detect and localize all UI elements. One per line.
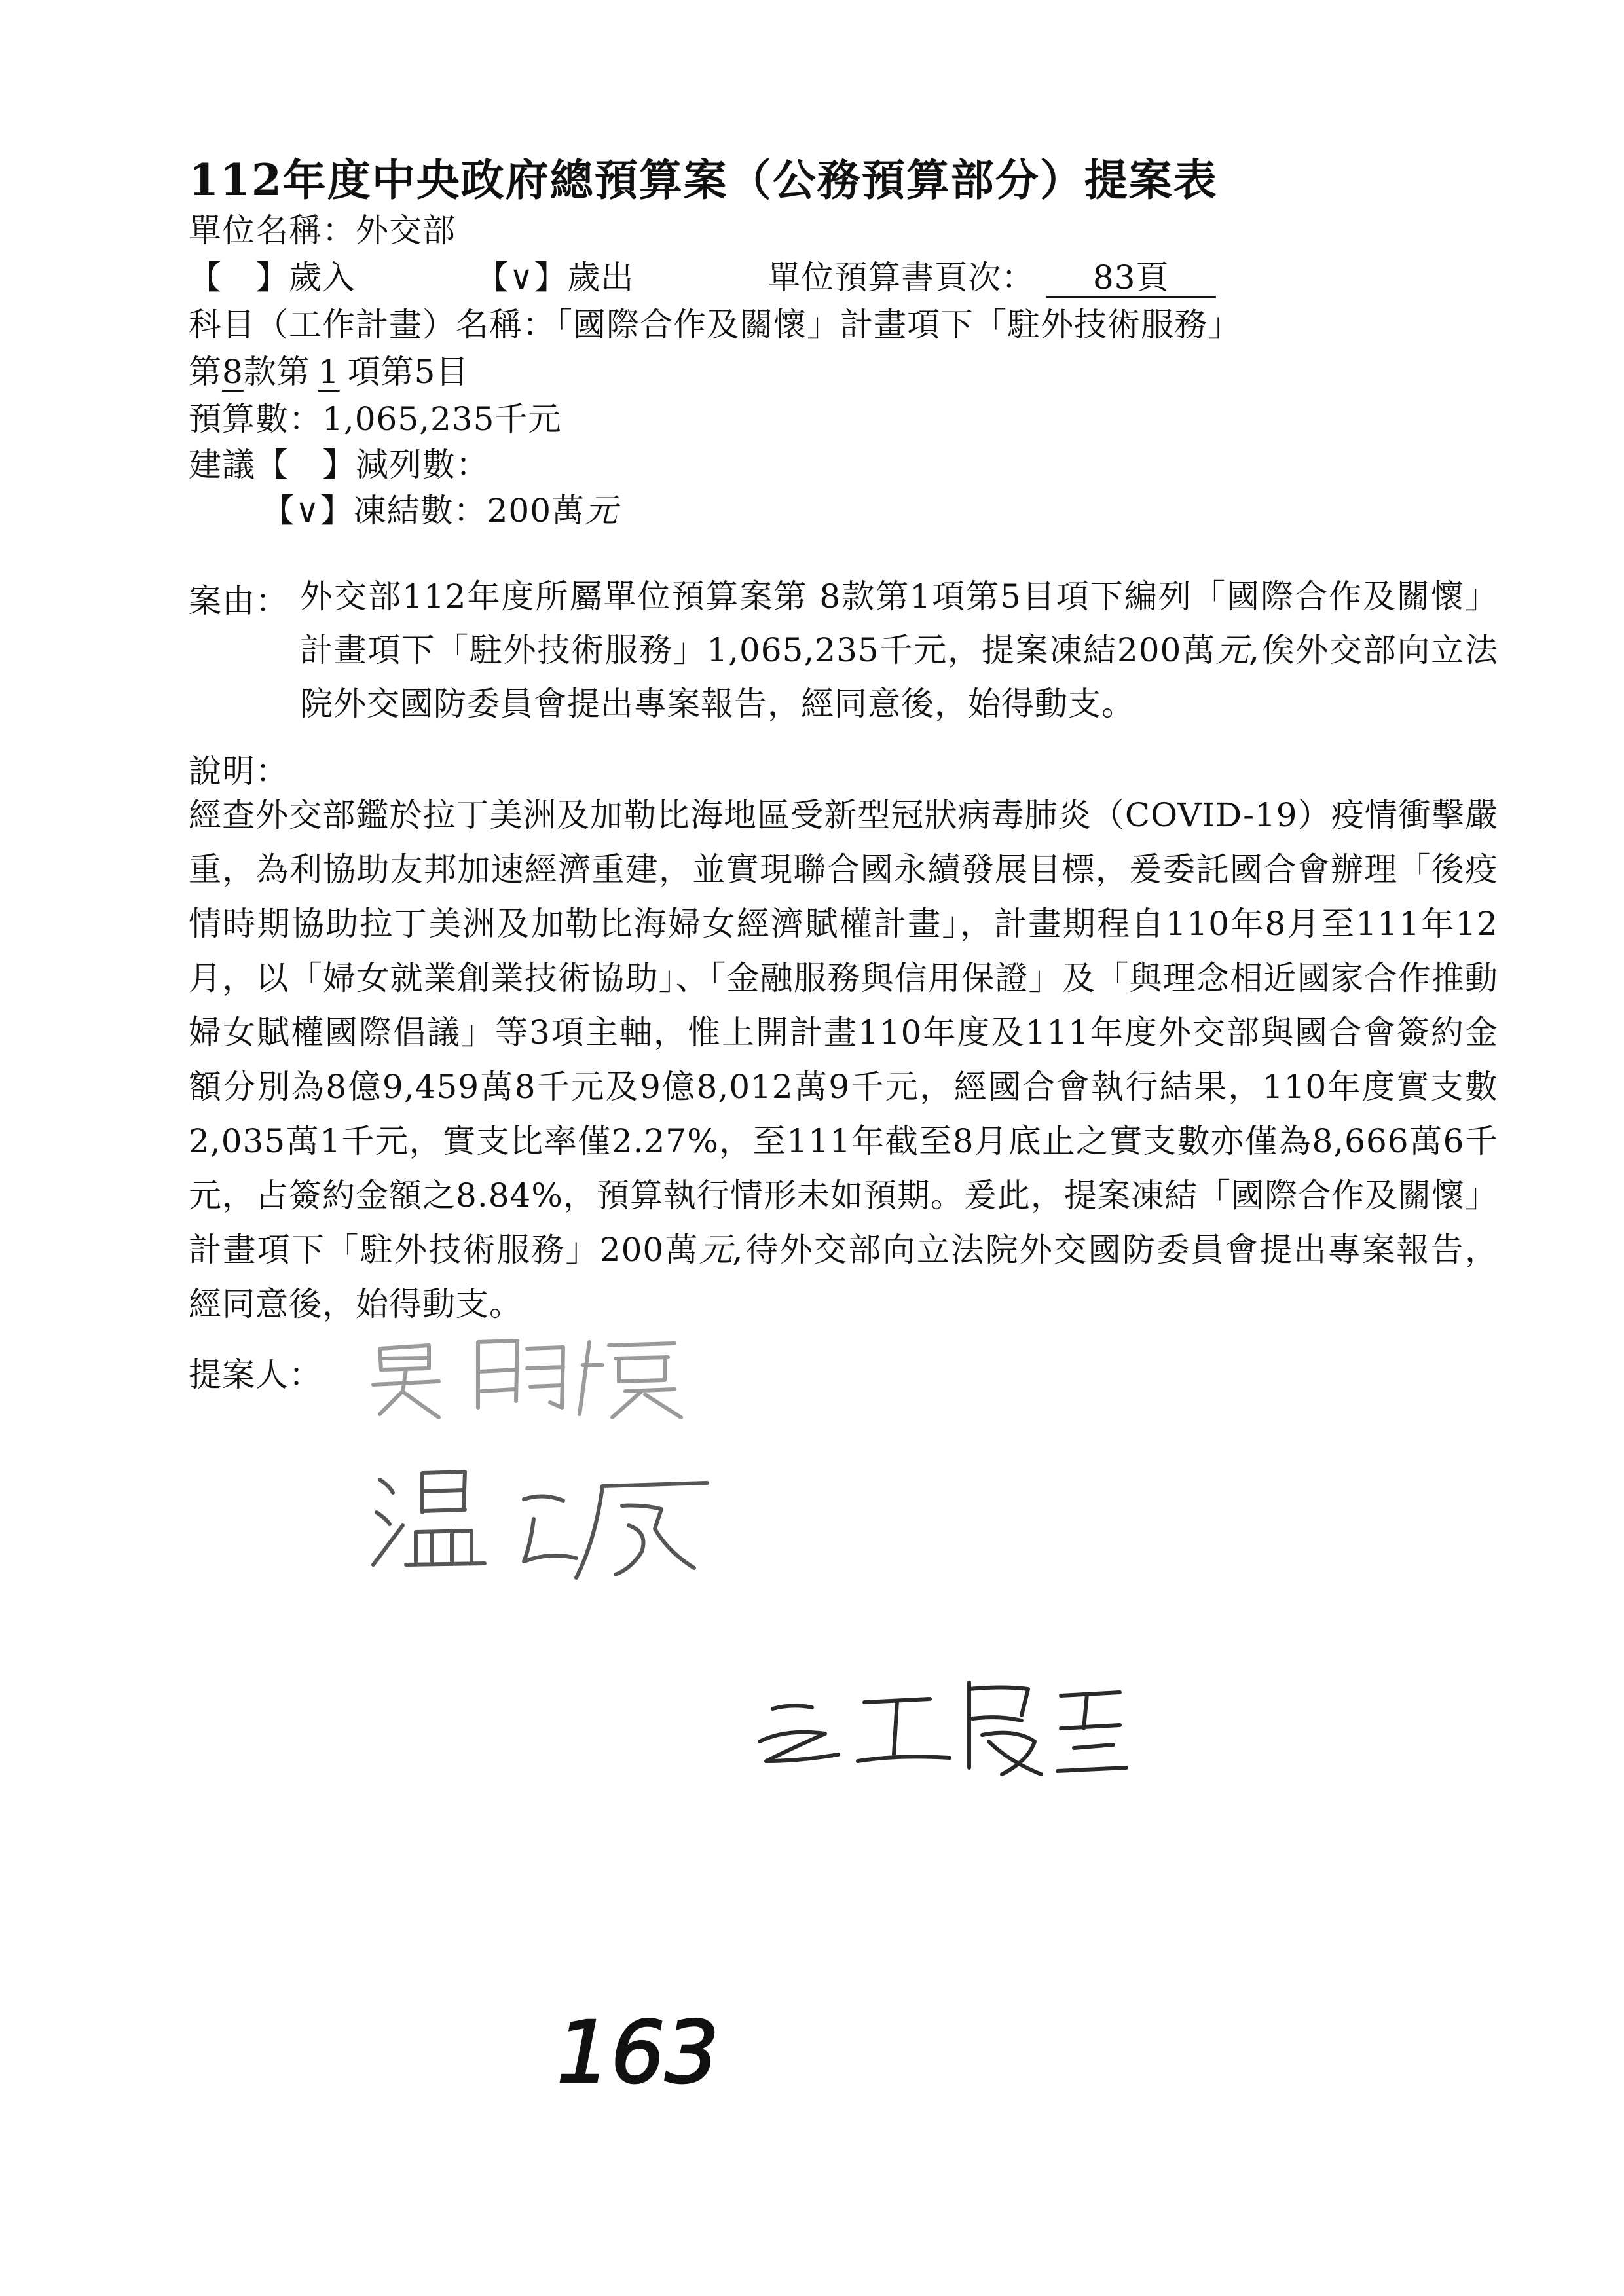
item-line	[189, 346, 469, 393]
item-mid2: 項第5目	[347, 353, 470, 391]
explain-label: 說明：	[189, 752, 289, 790]
revenue-checkbox: 【 】歲入	[189, 259, 356, 297]
explain-text	[189, 788, 1498, 1332]
proposer-label: 提案人：	[189, 1356, 322, 1394]
document-title: 112年度中央政府總預算案（公務預算部分）提案表	[189, 155, 1218, 206]
reason-text-main: 外交部112年度所屬單位預算案第 8款第1項第5目項下編列「國際合作及關懷」計畫項下「駐外技術服務」1,065,235千元，提案凍結200萬	[300, 577, 1498, 669]
item-kuan: 8	[222, 353, 244, 391]
reason-text-tail: 俟外交部向立法院外交國防委員會提出專案報告，經同意後，始得動支。	[300, 631, 1498, 723]
unit-name: 單位名稱：外交部	[189, 211, 456, 249]
svg-text:163: 163	[557, 2003, 720, 2102]
budget-amount: 預算數：1,065,235千元	[189, 400, 562, 438]
handwritten-yuan: 元,	[699, 1231, 745, 1269]
handwritten-page-number	[544, 2003, 740, 2102]
revenue-expenditure-row	[189, 251, 1216, 299]
suggest-reduce: 建議【 】減列數：	[189, 446, 489, 484]
explain-text-tail: 待外交部向立法院外交國防委員會提出專案報告，經同意後，始得動支。	[189, 1231, 1499, 1323]
handwritten-yuan: 元	[585, 492, 619, 530]
expenditure-checkbox: 【∨】歲出	[475, 259, 635, 297]
item-prefix: 第	[189, 353, 222, 391]
page-ref-value: 83頁	[1046, 260, 1216, 298]
freeze-amount: 【∨】凍結數：200萬	[262, 492, 585, 530]
reason-label: 案由：	[189, 582, 289, 620]
page-ref-label: 單位預算書頁次：	[767, 259, 1035, 297]
item-xiang: 1	[318, 353, 340, 391]
reason-text	[300, 570, 1498, 731]
subject-line: 科目（工作計畫）名稱：「國際合作及關懷」計畫項下「駐外技術服務」	[189, 306, 1241, 344]
signature-3	[753, 1663, 1133, 1787]
item-mid1: 款第	[243, 353, 310, 391]
suggest-freeze	[262, 484, 618, 532]
handwritten-yuan: 元,	[1215, 631, 1261, 669]
explain-text-main: 經查外交部鑑於拉丁美洲及加勒比海地區受新型冠狀病毒肺炎（COVID-19）疫情衝擊嚴重，為利協助友邦加速經濟重建，並實現聯合國永續發展目標，爰委託國合會辦理「後疫情時期協助拉丁美洲及加勒比海婦女經濟賦權計畫」，計畫期程自110年8月至111年12月，以「婦女就業創業技術協助」、「金融服務與信用保證」及「與理念相近國家合作推動婦女賦權國際倡議」等3項主軸，惟上開計畫110年度及111年度外交部與國合會簽約金額分別為8億9,459萬8千元及9億8,012萬9千元，經國合會執行結果，110年度實支數2,035萬1千元，實支比率僅2.27%，至111年截至8月底止之實支數亦僅為8,666萬6千元，占簽約金額之8.84%，預算執行情形未如預期。爰此，提案凍結「國際合作及關懷」計畫項下「駐外技術服務」200萬	[189, 796, 1498, 1269]
signature-2	[367, 1453, 733, 1584]
signature-1	[367, 1329, 694, 1427]
